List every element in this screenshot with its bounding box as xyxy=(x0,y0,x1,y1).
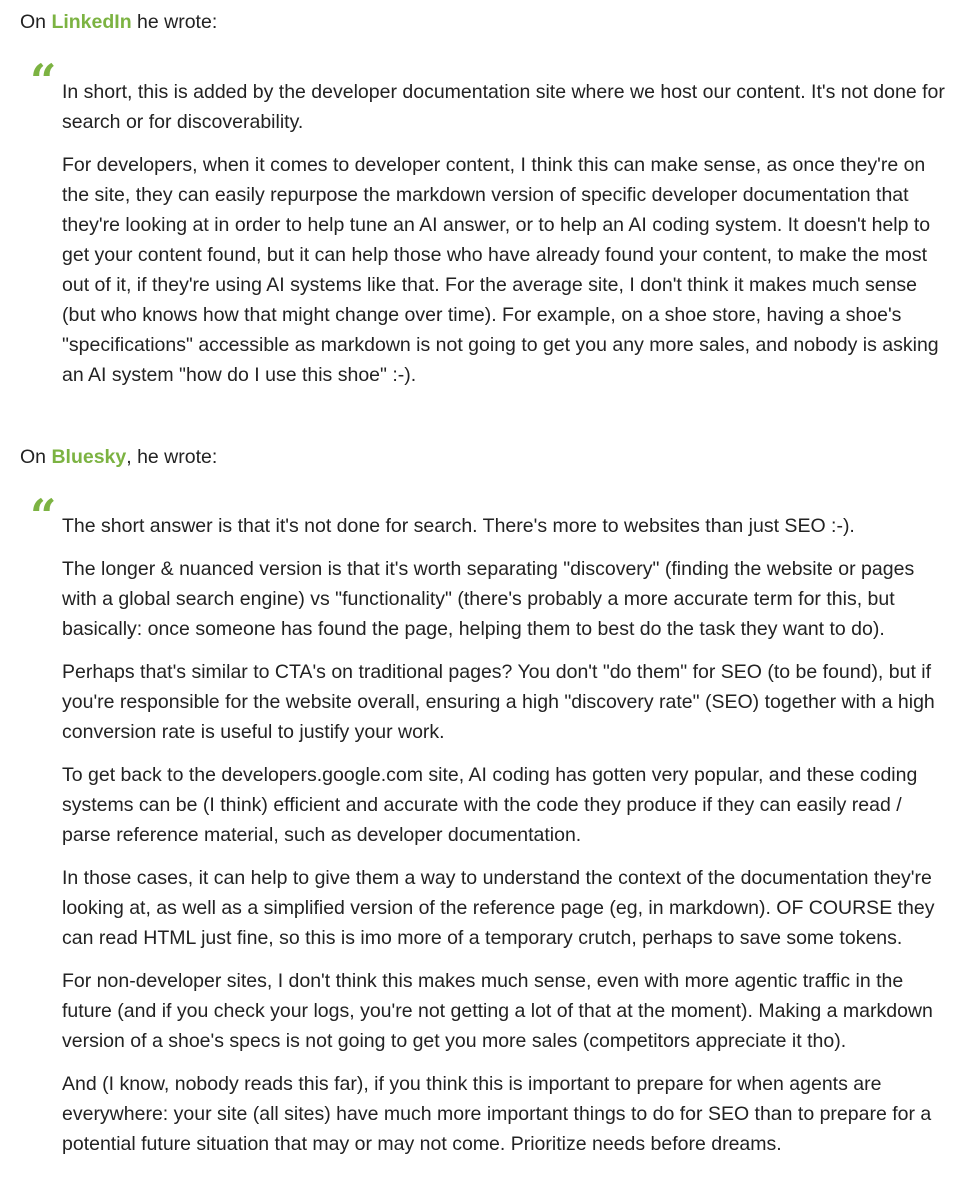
quote-paragraph: In short, this is added by the developer documentation site where we host our content. It's not done for search or for discoverability. xyxy=(62,81,945,133)
quote-paragraph: In those cases, it can help to give them a way to understand the context of the documentation they're looking at, as well as a simplified version of the reference page (eg, in markdown). OF COURSE they can read HTML just fine, so this is imo more of a temporary crutch, perhaps to save some tokens. xyxy=(62,867,935,949)
intro-prefix: On xyxy=(20,11,52,33)
quote-mark-icon: “ xyxy=(30,58,57,88)
quote-paragraph: To get back to the developers.google.com site, AI coding has gotten very popular, and these coding systems can be (I think) efficient and accurate with the code they produce if they can easily read / parse reference material, such as developer documentation. xyxy=(62,764,918,846)
quote-paragraph: The short answer is that it's not done for search. There's more to websites than just SEO :-). xyxy=(62,515,855,537)
bluesky-quote xyxy=(62,511,952,1172)
quote-paragraph: The longer & nuanced version is that it's worth separating "discovery" (finding the website or pages with a global search engine) vs "functionality" (there's probably a more accurate term for this, but basically: once someone has found the page, helping them to best do the task they want to do). xyxy=(62,558,915,640)
bluesky-link[interactable]: Bluesky xyxy=(51,446,127,468)
quote-paragraph: Perhaps that's similar to CTA's on traditional pages? You don't "do them" for SEO (to be found), but if you're responsible for the website overall, ensuring a high "discovery rate" (SEO) together with a high conversion rate is useful to justify your work. xyxy=(62,661,935,743)
intro-prefix: On xyxy=(20,446,52,468)
quote-paragraph: And (I know, nobody reads this far), if you think this is important to prepare for when agents are everywhere: your site (all sites) have much more important things to do for SEO than to prepare for a potential future situation that may or may not come. Prioritize needs before dreams. xyxy=(62,1073,932,1155)
linkedin-intro xyxy=(20,8,217,36)
quote-paragraph: For non-developer sites, I don't think this makes much sense, even with more agentic traffic in the future (and if you check your logs, you're not getting a lot of that at the moment). Making a markdown version of a shoe's specs is not going to get you more sales (competitors appreciate it tho). xyxy=(62,970,933,1052)
intro-suffix: he wrote: xyxy=(131,11,218,33)
intro-suffix: , he wrote: xyxy=(126,446,218,468)
linkedin-link[interactable]: LinkedIn xyxy=(51,11,132,33)
quote-paragraph: For developers, when it comes to developer content, I think this can make sense, as once they're on the site, they can easily repurpose the markdown version of specific developer documentation that they're looking at in order to help tune an AI answer, or to help an AI coding system. It doesn't help to get your content found, but it can help those who have already found your content, to make the most out of it, if they're using AI systems like that. For the average site, I don't think it makes much sense (but who knows how that might change over time). For example, on a shoe store, having a shoe's "specifications" accessible as markdown is not going to get you any more sales, and nobody is asking an AI system "how do I use this shoe" :-). xyxy=(62,154,939,386)
bluesky-intro xyxy=(20,443,217,471)
quote-mark-icon: “ xyxy=(30,493,57,523)
linkedin-quote xyxy=(62,77,952,403)
